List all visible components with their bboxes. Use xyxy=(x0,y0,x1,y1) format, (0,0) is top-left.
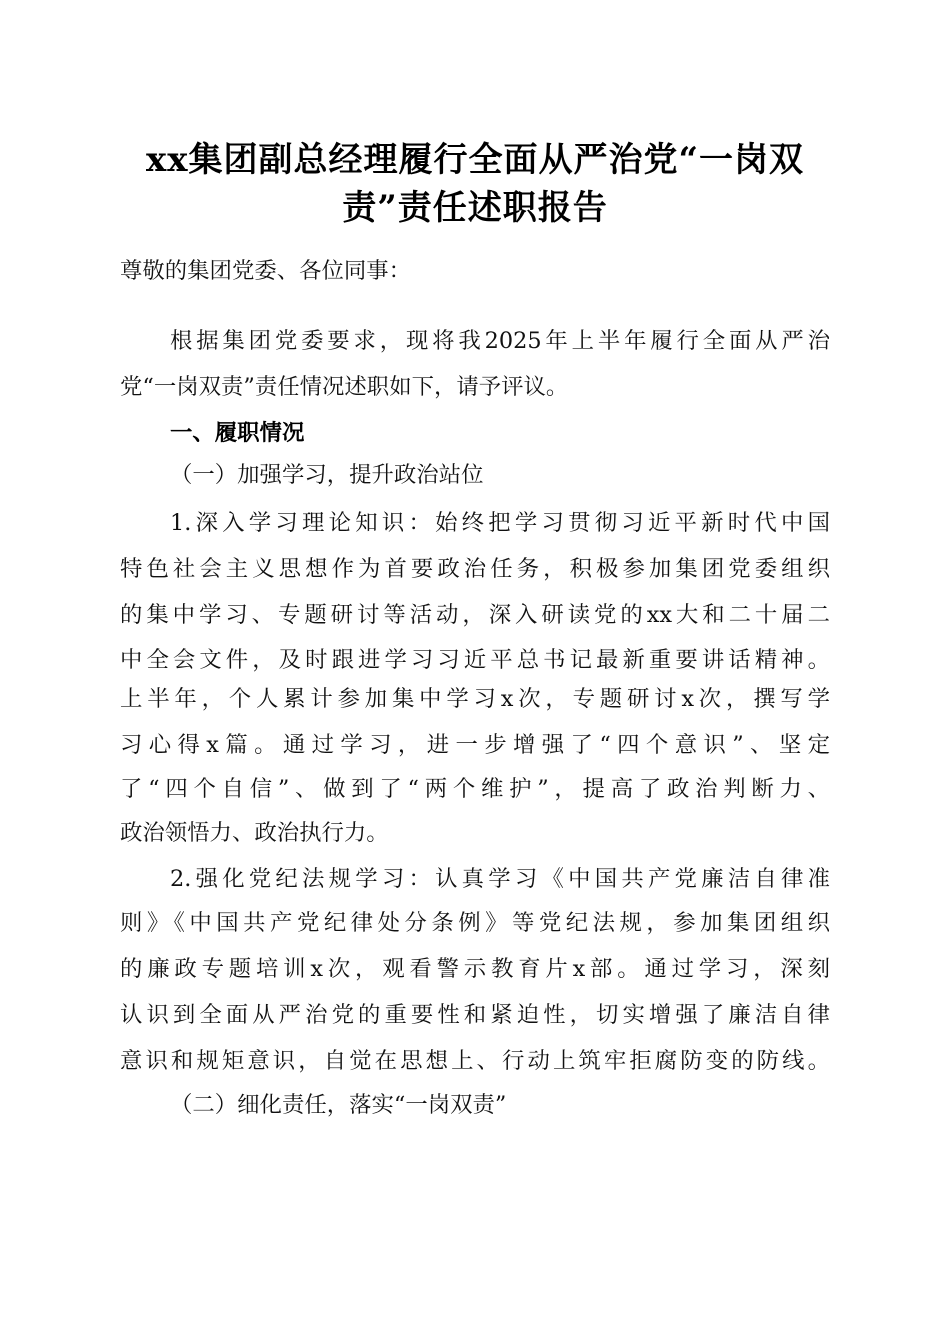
intro-line-1: 根据集团党委要求，现将我2025年上半年履行全面从严治 xyxy=(170,328,830,354)
item2-line-5: 意识和规矩意识，自觉在思想上、行动上筑牢拒腐防变的防线。 xyxy=(120,1048,830,1074)
subsection-heading-2: （二）细化责任，落实“一岗双责” xyxy=(170,1092,507,1118)
section-heading-1: 一、履职情况 xyxy=(170,420,305,446)
item1-line-7: 了“四个自信”、做到了“两个维护”，提高了政治判断力、 xyxy=(120,776,830,802)
item2-line-1: 2.强化党纪法规学习：认真学习《中国共产党廉洁自律准 xyxy=(170,866,830,892)
intro-line-2: 党“一岗双责”责任情况述职如下，请予评议。 xyxy=(120,374,569,400)
item1-line-1: 1.深入学习理论知识：始终把学习贯彻习近平新时代中国 xyxy=(170,510,830,536)
salutation: 尊敬的集团党委、各位同事： xyxy=(120,258,412,284)
report-title-line-2: 责”责任述职报告 xyxy=(342,188,608,228)
item2-line-3: 的廉政专题培训x次，观看警示教育片x部。通过学习，深刻 xyxy=(120,956,830,982)
item1-line-8: 政治领悟力、政治执行力。 xyxy=(120,820,389,846)
item1-line-3: 的集中学习、专题研讨等活动，深入研读党的xx大和二十届二 xyxy=(120,602,830,628)
item1-line-5: 上半年，个人累计参加集中学习x次，专题研讨x次，撰写学 xyxy=(120,686,830,712)
item2-line-2: 则》《中国共产党纪律处分条例》等党纪法规，参加集团组织 xyxy=(120,910,830,936)
item1-line-4: 中全会文件，及时跟进学习习近平总书记最新重要讲话精神。 xyxy=(120,647,830,673)
item1-line-2: 特色社会主义思想作为首要政治任务，积极参加集团党委组织 xyxy=(120,556,830,582)
report-title-line-1: xx集团副总经理履行全面从严治党“一岗双 xyxy=(145,140,805,180)
item1-line-6: 习心得x篇。通过学习，进一步增强了“四个意识”、坚定 xyxy=(120,732,830,758)
subsection-heading-1: （一）加强学习，提升政治站位 xyxy=(170,462,484,488)
item2-line-4: 认识到全面从严治党的重要性和紧迫性，切实增强了廉洁自律 xyxy=(120,1002,830,1028)
